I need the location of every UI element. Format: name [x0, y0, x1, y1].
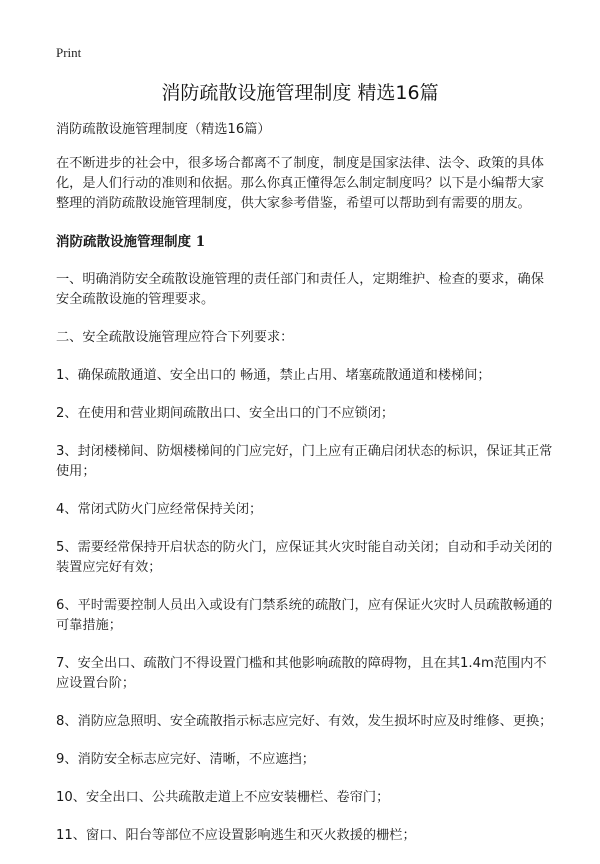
list-item: 3、封闭楼梯间、防烟楼梯间的门应完好，门上应有正确启闭状态的标识，保证其正常使用；: [56, 444, 553, 479]
list-item: 4、常闭式防火门应经常保持关闭；: [56, 502, 263, 517]
list-item: 10、安全出口、公共疏散走道上不应安装栅栏、卷帘门；: [56, 790, 390, 805]
document-body: [56, 120, 556, 864]
list-item: 1、确保疏散通道、安全出口的 畅通，禁止占用、堵塞疏散通道和楼梯间；: [56, 368, 491, 383]
list-item: 7、安全出口、疏散门不得设置门槛和其他影响疏散的障碍物，且在其1.4m范围内不应设置台阶；: [56, 656, 547, 691]
list-item: 8、消防应急照明、安全疏散指示标志应完好、有效，发生损坏时应及时维修、更换；: [56, 714, 553, 729]
intro-paragraph: 在不断进步的社会中，很多场合都离不了制度，制度是国家法律、法令、政策的具体化，是人们行动的准则和依据。那么你真正懂得怎么制定制度吗？以下是小编帮大家整理的消防疏散设施管理制度，供大家参考借鉴，希望可以帮助到有需要的朋友。: [56, 156, 544, 211]
print-link[interactable]: Print: [56, 45, 82, 60]
section-items: [56, 270, 556, 846]
list-item: 9、消防安全标志应完好、清晰，不应遮挡；: [56, 752, 315, 767]
document-subtitle: 消防疏散设施管理制度（精选16篇）: [56, 122, 271, 137]
section-heading: 消防疏散设施管理制度 1: [56, 234, 206, 250]
list-item: 一、明确消防安全疏散设施管理的责任部门和责任人，定期维护、检查的要求，确保安全疏散设施的管理要求。: [56, 272, 544, 307]
list-item: 6、平时需要控制人员出入或设有门禁系统的疏散门，应有保证火灾时人员疏散畅通的可靠措施；: [56, 598, 553, 633]
list-item: 2、在使用和营业期间疏散出口、安全出口的门不应锁闭；: [56, 406, 395, 421]
list-item: 11、窗口、阳台等部位不应设置影响逃生和灭火救援的栅栏；: [56, 828, 416, 843]
page-title: 消防疏散设施管理制度 精选16篇: [161, 82, 439, 104]
list-item: 二、安全疏散设施管理应符合下列要求：: [56, 330, 294, 345]
list-item: 5、需要经常保持开启状态的防火门，应保证其火灾时能自动关闭；自动和手动关闭的装置应完好有效；: [56, 540, 553, 575]
